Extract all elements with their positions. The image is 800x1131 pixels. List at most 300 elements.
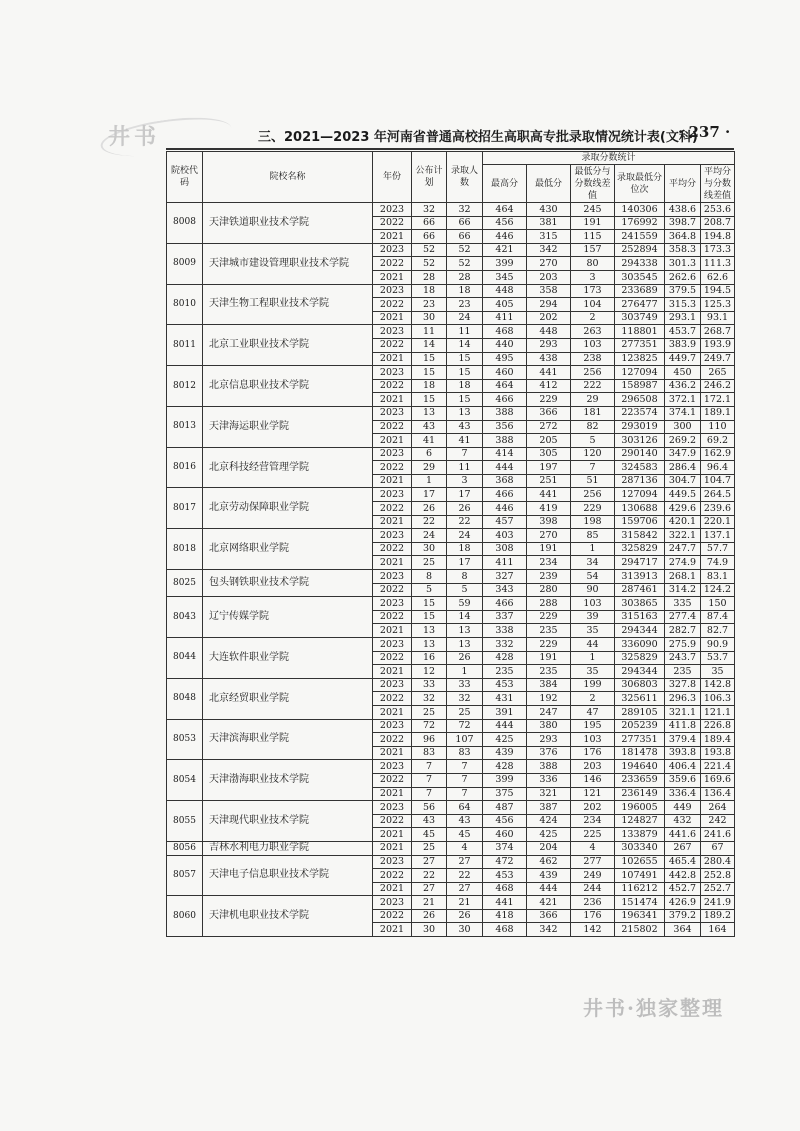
cell-admit: 18 [447,379,483,393]
cell-admit: 7 [447,787,483,801]
cell-min: 272 [527,420,571,434]
cell-min-rank: 194640 [615,760,665,774]
cell-min: 380 [527,719,571,733]
cell-max: 453 [483,678,527,692]
cell-admit: 15 [447,393,483,407]
cell-min-rank: 140306 [615,203,665,217]
cell-min: 192 [527,692,571,706]
cell-max: 464 [483,203,527,217]
cell-plan: 66 [412,230,447,244]
cell-admit: 43 [447,814,483,828]
cell-avg: 441.6 [665,828,701,842]
cell-avg-diff: 136.4 [701,787,735,801]
cell-year: 2023 [373,284,412,298]
cell-plan: 18 [412,284,447,298]
header-stats-group: 录取分数统计 [483,152,735,165]
cell-avg: 359.6 [665,773,701,787]
table-row [167,366,735,380]
cell-avg: 267 [665,841,701,855]
cell-year: 2021 [373,393,412,407]
cell-admit: 72 [447,719,483,733]
cell-avg: 358.3 [665,243,701,257]
cell-admit: 14 [447,338,483,352]
cell-min-rank: 306803 [615,678,665,692]
cell-plan: 13 [412,406,447,420]
cell-min-diff: 115 [571,230,615,244]
cell-min-rank: 325611 [615,692,665,706]
cell-min-rank: 287136 [615,474,665,488]
cell-min-rank: 277351 [615,733,665,747]
cell-min-rank: 324583 [615,461,665,475]
cell-admit: 15 [447,352,483,366]
cell-min-diff: 2 [571,692,615,706]
cell-avg: 282.7 [665,624,701,638]
cell-min-diff: 39 [571,610,615,624]
cell-min-diff: 5 [571,434,615,448]
school-name: 天津机电职业技术学院 [203,896,373,937]
cell-plan: 15 [412,610,447,624]
cell-avg: 364.8 [665,230,701,244]
cell-admit: 23 [447,298,483,312]
cell-min-rank: 241559 [615,230,665,244]
cell-min-diff: 90 [571,583,615,597]
cell-year: 2023 [373,638,412,652]
cell-avg: 438.6 [665,203,701,217]
cell-min-diff: 245 [571,203,615,217]
cell-min-rank: 181478 [615,746,665,760]
school-code: 8011 [167,325,203,366]
cell-admit: 7 [447,760,483,774]
cell-avg-diff: 194.5 [701,284,735,298]
cell-avg: 268.1 [665,570,701,584]
cell-admit: 3 [447,474,483,488]
cell-max: 439 [483,746,527,760]
cell-plan: 96 [412,733,447,747]
cell-year: 2023 [373,597,412,611]
cell-plan: 52 [412,243,447,257]
cell-avg: 411.8 [665,719,701,733]
cell-avg-diff: 268.7 [701,325,735,339]
cell-avg: 235 [665,665,701,679]
cell-year: 2021 [373,923,412,937]
cell-avg: 262.6 [665,270,701,284]
cell-avg: 379.5 [665,284,701,298]
cell-avg: 296.3 [665,692,701,706]
cell-avg-diff: 193.9 [701,338,735,352]
cell-max: 464 [483,379,527,393]
cell-admit: 32 [447,203,483,217]
cell-min: 203 [527,270,571,284]
cell-admit: 1 [447,665,483,679]
cell-avg: 449.7 [665,352,701,366]
cell-min-rank: 315842 [615,529,665,543]
cell-max: 356 [483,420,527,434]
table-row [167,678,735,692]
school-name: 北京经贸职业学院 [203,678,373,719]
cell-min-diff: 199 [571,678,615,692]
admission-table [166,151,735,937]
cell-avg-diff: 82.7 [701,624,735,638]
cell-max: 456 [483,216,527,230]
cell-year: 2021 [373,474,412,488]
cell-year: 2023 [373,488,412,502]
cell-year: 2022 [373,869,412,883]
cell-avg: 450 [665,366,701,380]
table-row [167,896,735,910]
cell-max: 444 [483,719,527,733]
header-avg: 平均分 [665,165,701,203]
cell-min-rank: 124827 [615,814,665,828]
cell-min-rank: 303749 [615,311,665,325]
table-row [167,243,735,257]
school-code: 8056 [167,841,203,855]
cell-min-rank: 325829 [615,542,665,556]
cell-plan: 30 [412,923,447,937]
cell-max: 468 [483,882,527,896]
cell-year: 2023 [373,447,412,461]
cell-admit: 83 [447,746,483,760]
cell-min-diff: 236 [571,896,615,910]
cell-max: 446 [483,230,527,244]
cell-year: 2021 [373,270,412,284]
cell-avg-diff: 265 [701,366,735,380]
cell-avg-diff: 35 [701,665,735,679]
cell-avg: 429.6 [665,502,701,516]
school-code: 8012 [167,366,203,407]
cell-min-rank: 313913 [615,570,665,584]
cell-min-diff: 103 [571,597,615,611]
cell-min-rank: 102655 [615,855,665,869]
cell-min-diff: 35 [571,665,615,679]
cell-avg-diff: 264.5 [701,488,735,502]
cell-plan: 28 [412,270,447,284]
cell-min: 229 [527,393,571,407]
cell-plan: 25 [412,556,447,570]
school-name: 北京网络职业学院 [203,529,373,570]
school-name: 天津城市建设管理职业技术学院 [203,243,373,284]
cell-year: 2023 [373,855,412,869]
cell-admit: 14 [447,610,483,624]
table-row [167,597,735,611]
cell-avg: 383.9 [665,338,701,352]
cell-min-diff: 173 [571,284,615,298]
cell-min-rank: 233659 [615,773,665,787]
school-name: 北京工业职业技术学院 [203,325,373,366]
cell-admit: 26 [447,651,483,665]
cell-min-rank: 287461 [615,583,665,597]
header-year: 年份 [373,152,412,203]
cell-plan: 72 [412,719,447,733]
cell-min-rank: 293019 [615,420,665,434]
cell-year: 2023 [373,325,412,339]
cell-admit: 45 [447,828,483,842]
cell-min: 388 [527,760,571,774]
cell-avg-diff: 96.4 [701,461,735,475]
cell-max: 466 [483,393,527,407]
cell-max: 466 [483,488,527,502]
table-row [167,570,735,584]
cell-avg-diff: 150 [701,597,735,611]
cell-admit: 13 [447,406,483,420]
cell-max: 388 [483,406,527,420]
school-code: 8016 [167,447,203,488]
cell-avg-diff: 193.8 [701,746,735,760]
cell-min-rank: 276477 [615,298,665,312]
school-code: 8057 [167,855,203,896]
school-name: 天津电子信息职业技术学院 [203,855,373,896]
header-name: 院校名称 [203,152,373,203]
table-header [167,152,735,203]
cell-avg: 453.7 [665,325,701,339]
cell-min: 425 [527,828,571,842]
cell-plan: 11 [412,325,447,339]
cell-year: 2023 [373,678,412,692]
cell-plan: 21 [412,896,447,910]
cell-year: 2022 [373,610,412,624]
cell-admit: 66 [447,230,483,244]
cell-min-rank: 196005 [615,801,665,815]
cell-avg-diff: 83.1 [701,570,735,584]
cell-min-rank: 130688 [615,502,665,516]
cell-max: 457 [483,515,527,529]
cell-max: 405 [483,298,527,312]
cell-min-rank: 118801 [615,325,665,339]
cell-min-diff: 29 [571,393,615,407]
table-row [167,760,735,774]
cell-year: 2021 [373,556,412,570]
cell-avg-diff: 189.1 [701,406,735,420]
school-code: 8043 [167,597,203,638]
cell-min: 251 [527,474,571,488]
cell-year: 2023 [373,529,412,543]
cell-avg: 379.2 [665,909,701,923]
cell-plan: 66 [412,216,447,230]
cell-avg-diff: 87.4 [701,610,735,624]
cell-year: 2022 [373,257,412,271]
cell-max: 368 [483,474,527,488]
cell-max: 399 [483,773,527,787]
cell-min-rank: 215802 [615,923,665,937]
cell-avg: 393.8 [665,746,701,760]
school-code: 8009 [167,243,203,284]
cell-min: 462 [527,855,571,869]
cell-year: 2021 [373,746,412,760]
cell-admit: 59 [447,597,483,611]
cell-min-diff: 198 [571,515,615,529]
school-name: 辽宁传媒学院 [203,597,373,638]
cell-min-rank: 159706 [615,515,665,529]
header-rule [166,148,734,150]
cell-min-rank: 107491 [615,869,665,883]
cell-admit: 28 [447,270,483,284]
cell-plan: 7 [412,787,447,801]
cell-avg-diff: 111.3 [701,257,735,271]
cell-min-rank: 127094 [615,488,665,502]
cell-min: 384 [527,678,571,692]
cell-avg-diff: 253.6 [701,203,735,217]
school-name: 天津生物工程职业技术学院 [203,284,373,325]
cell-admit: 41 [447,434,483,448]
cell-plan: 15 [412,393,447,407]
cell-max: 428 [483,760,527,774]
cell-year: 2021 [373,515,412,529]
header-min-rank: 录取最低分位次 [615,165,665,203]
cell-min-rank: 315163 [615,610,665,624]
cell-min-diff: 157 [571,243,615,257]
cell-avg: 275.9 [665,638,701,652]
cell-min: 366 [527,406,571,420]
cell-min: 191 [527,651,571,665]
cell-max: 374 [483,841,527,855]
cell-min-diff: 54 [571,570,615,584]
cell-admit: 15 [447,366,483,380]
school-name: 大连软件职业学院 [203,638,373,679]
cell-min: 270 [527,257,571,271]
cell-plan: 15 [412,597,447,611]
cell-min-rank: 252894 [615,243,665,257]
school-name: 天津海运职业学院 [203,406,373,447]
cell-avg: 406.4 [665,760,701,774]
cell-plan: 22 [412,869,447,883]
cell-avg-diff: 249.7 [701,352,735,366]
cell-min-diff: 234 [571,814,615,828]
cell-min-rank: 336090 [615,638,665,652]
cell-min-diff: 142 [571,923,615,937]
cell-min: 202 [527,311,571,325]
cell-min: 247 [527,705,571,719]
table-row [167,855,735,869]
cell-plan: 8 [412,570,447,584]
cell-min: 441 [527,488,571,502]
cell-avg-diff: 164 [701,923,735,937]
cell-avg-diff: 121.1 [701,705,735,719]
school-name: 天津铁道职业技术学院 [203,203,373,244]
cell-plan: 26 [412,502,447,516]
cell-avg-diff: 124.2 [701,583,735,597]
cell-admit: 7 [447,773,483,787]
cell-max: 425 [483,733,527,747]
cell-admit: 24 [447,529,483,543]
cell-min-diff: 1 [571,542,615,556]
cell-max: 472 [483,855,527,869]
cell-max: 441 [483,896,527,910]
cell-avg: 300 [665,420,701,434]
cell-max: 446 [483,502,527,516]
cell-avg-diff: 241.9 [701,896,735,910]
cell-plan: 24 [412,529,447,543]
cell-min: 204 [527,841,571,855]
cell-min: 358 [527,284,571,298]
cell-plan: 23 [412,298,447,312]
cell-avg: 452.7 [665,882,701,896]
cell-plan: 7 [412,773,447,787]
cell-max: 444 [483,461,527,475]
cell-avg-diff: 62.6 [701,270,735,284]
cell-max: 345 [483,270,527,284]
cell-admit: 26 [447,502,483,516]
cell-avg: 436.2 [665,379,701,393]
cell-max: 428 [483,651,527,665]
cell-min: 294 [527,298,571,312]
school-code: 8008 [167,203,203,244]
cell-admit: 27 [447,855,483,869]
cell-min-diff: 104 [571,298,615,312]
cell-max: 337 [483,610,527,624]
cell-min-diff: 85 [571,529,615,543]
cell-admit: 33 [447,678,483,692]
cell-avg: 277.4 [665,610,701,624]
cell-plan: 1 [412,474,447,488]
cell-max: 391 [483,705,527,719]
cell-avg: 314.2 [665,583,701,597]
cell-year: 2022 [373,733,412,747]
cell-plan: 22 [412,515,447,529]
cell-min: 441 [527,366,571,380]
cell-max: 468 [483,325,527,339]
cell-year: 2022 [373,542,412,556]
cell-min-rank: 196341 [615,909,665,923]
cell-year: 2022 [373,814,412,828]
cell-min: 293 [527,338,571,352]
table-row [167,406,735,420]
cell-avg: 322.1 [665,529,701,543]
cell-min-diff: 256 [571,488,615,502]
cell-min: 235 [527,665,571,679]
school-code: 8048 [167,678,203,719]
cell-max: 466 [483,597,527,611]
school-name: 北京科技经营管理学院 [203,447,373,488]
cell-min-diff: 80 [571,257,615,271]
cell-plan: 45 [412,828,447,842]
cell-admit: 24 [447,311,483,325]
cell-max: 468 [483,923,527,937]
cell-avg-diff: 137.1 [701,529,735,543]
cell-year: 2023 [373,366,412,380]
cell-year: 2021 [373,352,412,366]
cell-min-diff: 202 [571,801,615,815]
page-number: · 237 · [678,123,731,141]
cell-max: 460 [483,366,527,380]
cell-admit: 4 [447,841,483,855]
cell-avg-diff: 221.4 [701,760,735,774]
cell-max: 338 [483,624,527,638]
cell-plan: 15 [412,352,447,366]
cell-min-rank: 123825 [615,352,665,366]
cell-plan: 30 [412,311,447,325]
school-code: 8025 [167,570,203,597]
table-row [167,719,735,733]
cell-plan: 43 [412,420,447,434]
cell-admit: 25 [447,705,483,719]
cell-plan: 32 [412,203,447,217]
cell-min-rank: 303126 [615,434,665,448]
cell-min-rank: 127094 [615,366,665,380]
table-row [167,801,735,815]
cell-min-rank: 289105 [615,705,665,719]
cell-year: 2022 [373,773,412,787]
cell-min: 342 [527,923,571,937]
cell-admit: 107 [447,733,483,747]
cell-min-rank: 223574 [615,406,665,420]
cell-min-diff: 7 [571,461,615,475]
school-name: 天津滨海职业学院 [203,719,373,760]
cell-plan: 13 [412,624,447,638]
cell-plan: 33 [412,678,447,692]
cell-avg-diff: 172.1 [701,393,735,407]
cell-max: 403 [483,529,527,543]
cell-avg: 449 [665,801,701,815]
cell-plan: 29 [412,461,447,475]
